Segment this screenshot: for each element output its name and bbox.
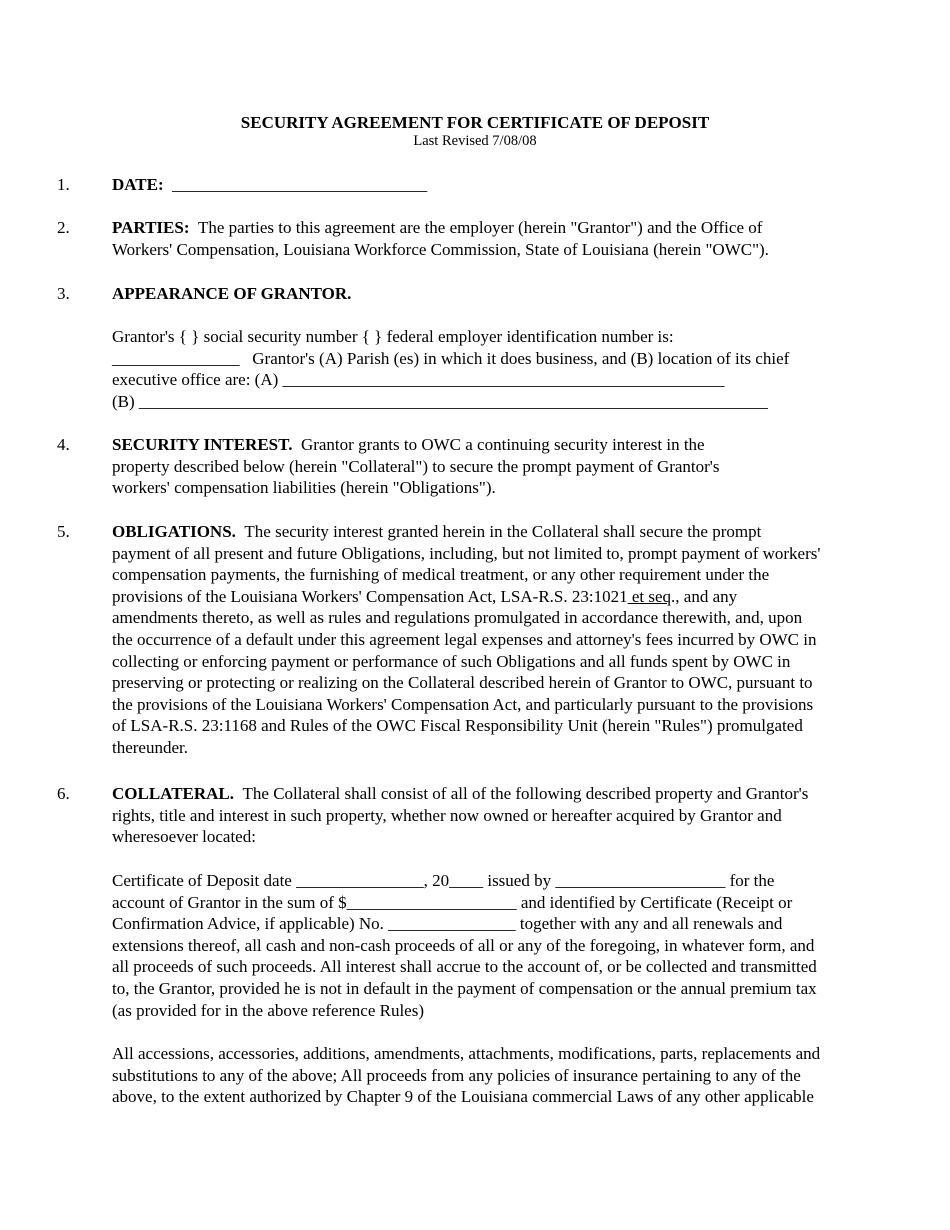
section-number: 4. xyxy=(57,435,70,454)
revision-date: Last Revised 7/08/08 xyxy=(413,133,537,149)
date-blank: ______________________________ xyxy=(172,175,428,194)
document-header xyxy=(0,113,950,150)
text-line: Grantor's { } social security number { } federal employer identification number is: xyxy=(112,327,674,346)
text-line: wheresoever located: xyxy=(112,827,256,847)
text-line: to, the Grantor, provided he is not in default in the payment of compensation or the annual premium tax xyxy=(112,978,817,998)
text-line: The security interest granted herein in the Collateral shall secure the prompt xyxy=(244,522,762,541)
text-line: (as provided for in the above reference Rules) xyxy=(112,1000,425,1020)
text-line: compensation payments, the furnishing of medical treatment, or any other requirement under the xyxy=(112,565,770,585)
chief-office-line: (B) __________________________________________________________________________ xyxy=(112,391,768,411)
text-line: property described below (herein "Collateral") to secure the prompt payment of Grantor's xyxy=(112,456,720,476)
text-line: the provisions of the Louisiana Workers' Compensation Act, and particularly pursuant to the provisions xyxy=(112,694,814,714)
text-line: preserving or protecting or realizing on the Collateral described herein of Grantor to OWC, pursuant to xyxy=(112,673,813,693)
id-number-blank: _______________ xyxy=(112,348,240,368)
text-line: payment of all present and future Obligations, including, but not limited to, prompt payment of workers' xyxy=(112,543,821,563)
text-line: workers' compensation liabilities (herein "Obligations"). xyxy=(112,478,496,498)
text-line: of LSA-R.S. 23:1168 and Rules of the OWC Fiscal Responsibility Unit (herein "Rules") promulgated xyxy=(112,716,803,736)
text-line: collecting or enforcing payment or performance of such Obligations and all funds spent by OWC in xyxy=(112,651,791,671)
text-line: Workers' Compensation, Louisiana Workforce Commission, State of Louisiana (herein "OWC"). xyxy=(112,239,769,259)
text-line: Grantor grants to OWC a continuing security interest in the xyxy=(300,435,705,454)
section-number: 5. xyxy=(57,522,70,541)
section-number: 6. xyxy=(57,784,70,803)
section-number: 1. xyxy=(57,175,70,194)
text-line: ., and any xyxy=(671,586,738,606)
text-line: account of Grantor in the sum of $____________________ and identified by Certificate (Receipt or xyxy=(112,892,793,912)
text-line: above, to the extent authorized by Chapter 9 of the Louisiana commercial Laws of any other applicable xyxy=(112,1087,814,1107)
section-heading: SECURITY INTEREST. xyxy=(112,435,293,454)
section-heading: DATE: xyxy=(112,175,164,194)
text-line: All accessions, accessories, additions, amendments, attachments, modifications, parts, replacements and xyxy=(112,1044,821,1063)
parish-line: executive office are: (A) ____________________________________________________ xyxy=(112,370,725,390)
text-line: the occurrence of a default under this agreement legal expenses and attorney's fees incurred by OWC in xyxy=(112,629,817,649)
text-line: The parties to this agreement are the employer (herein "Grantor") and the Office of xyxy=(198,218,763,237)
section-heading: PARTIES: xyxy=(112,218,190,237)
text-line: extensions thereof, all cash and non-cash proceeds of all or any of the foregoing, in whatever form, and xyxy=(112,935,815,955)
text-line: provisions of the Louisiana Workers' Compensation Act, LSA-R.S. 23:1021 xyxy=(112,586,628,606)
text-line: all proceeds of such proceeds. All interest shall accrue to the account of, or be collected and transmitted xyxy=(112,957,817,977)
text-line: rights, title and interest in such property, whether now owned or hereafter acquired by Grantor and xyxy=(112,805,782,825)
section-heading: OBLIGATIONS. xyxy=(112,522,236,541)
text-line: thereunder. xyxy=(112,737,188,757)
text-line: Grantor's (A) Parish (es) in which it does business, and (B) location of its chief xyxy=(252,348,790,368)
document-title: SECURITY AGREEMENT FOR CERTIFICATE OF DEPOSIT xyxy=(240,113,710,132)
text-line: amendments thereto, as well as rules and regulations promulgated in accordance therewith, and, upon xyxy=(112,608,803,628)
section-heading: COLLATERAL. xyxy=(112,784,235,803)
section-number: 3. xyxy=(57,284,70,303)
text-line: Certificate of Deposit date _______________, 20____ issued by ____________________ for the xyxy=(112,871,775,890)
text-line: The Collateral shall consist of all of the following described property and Grantor's xyxy=(242,784,809,803)
text-line: substitutions to any of the above; All proceeds from any policies of insurance pertaining to any of the xyxy=(112,1065,801,1085)
text-line: Confirmation Advice, if applicable) No. _______________ together with any and all renewals and xyxy=(112,914,783,934)
section-heading: APPEARANCE OF GRANTOR. xyxy=(112,284,352,303)
et-seq-citation: et seq xyxy=(627,586,672,606)
section-number: 2. xyxy=(57,218,70,237)
